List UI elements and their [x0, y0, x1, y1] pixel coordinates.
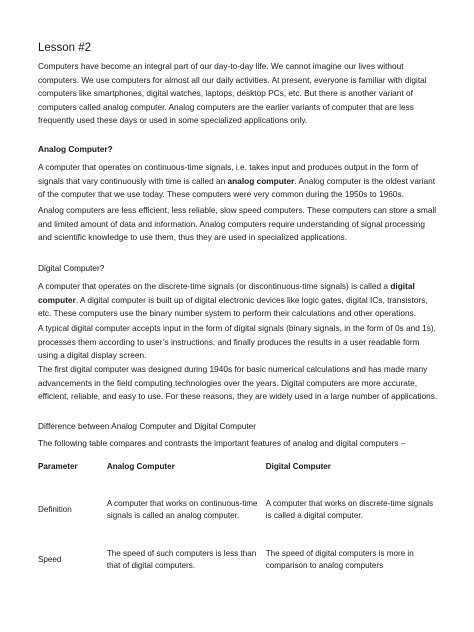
digital-p1-text-a: A computer that operates on the discrete-time signals (or discontinuous-time signals) is called a [38, 281, 391, 291]
analog-p1-text-a: A computer that operates on continuous-time signals, i.e. takes input and produces output in the form of signals that vary continuously with time is called an [38, 162, 419, 186]
table-cell: The speed of such computers is less than that of digital computers. [106, 549, 257, 570]
table-cell: Speed [38, 555, 62, 564]
comparison-table [38, 456, 438, 578]
table-header: Parameter [38, 462, 78, 471]
table-header: Digital Computer [265, 462, 331, 471]
difference-heading: Difference between Analog Computer and Digital Computer [38, 421, 256, 431]
digital-heading: Digital Computer? [38, 263, 105, 273]
analog-paragraph-1 [38, 161, 438, 202]
table-header-row [38, 456, 438, 478]
table-cell: A computer that works on continuous-time signals is called an analog computer. [106, 499, 258, 520]
analog-heading: Analog Computer? [38, 144, 113, 154]
digital-paragraph-2: A typical digital computer accepts input in the form of digital signals (binary signals, in the form of 0s and 1s), processes them according to user’s instructions, and finally produces the results in a user readable form using a digital display screen. [38, 323, 436, 360]
table-cell: A computer that works on discrete-time signals is called a digital computer. [265, 499, 434, 520]
intro-paragraph: Computers have become an integral part of our day-to-day life. We cannot imagine our lives without computers. We use computers for almost all our daily activities. At present, everyone is familiar with digital computers like smartphones, digital watches, laptops, desktop PCs, etc. But there is another variant of computers called analog computer. Analog computers are the earlier variants of computer that are less frequently used these days or used in some specialized applications only. [38, 61, 427, 125]
lesson-title: Lesson #2 [38, 42, 92, 54]
analog-paragraph-2: Analog computers are less efficient, less reliable, slow speed computers. These computers can store a small and limited amount of data and information. Analog computers require understanding of signal processing and scientific knowledge to use them, thus they are used in specialized applications. [38, 205, 437, 242]
table-cell: Definition [38, 505, 72, 514]
difference-intro: The following table compares and contrasts the important features of analog and digital computers – [38, 438, 406, 448]
digital-paragraph-1 [38, 280, 438, 321]
table-row [38, 478, 438, 542]
table-header: Analog Computer [106, 462, 175, 471]
table-cell: The speed of digital computers is more in comparison to analog computers [265, 549, 414, 570]
digital-p1-bold: digital computer [38, 281, 415, 305]
digital-p1-text-b: . A digital computer is built up of digital electronic devices like logic gates, digital ICs, transistors, etc. These computers use the binary number system to perform their calculations and other operations. [38, 294, 428, 318]
analog-p1-text-b: . Analog computer is the oldest variant of the computer that we use today. These computers were very common during the 1950s to 1960s. [38, 175, 436, 199]
table-row [38, 542, 438, 578]
digital-paragraph-3: The first digital computer was designed during 1940s for basic numerical calculations and has made many advancements in the field computing technologies over the years. Digital computers are more accurate, efficient, reliable, and easy to use. For these reasons, they are widely used in a large number of applications. [38, 364, 438, 401]
analog-p1-bold: analog computer [227, 175, 295, 186]
